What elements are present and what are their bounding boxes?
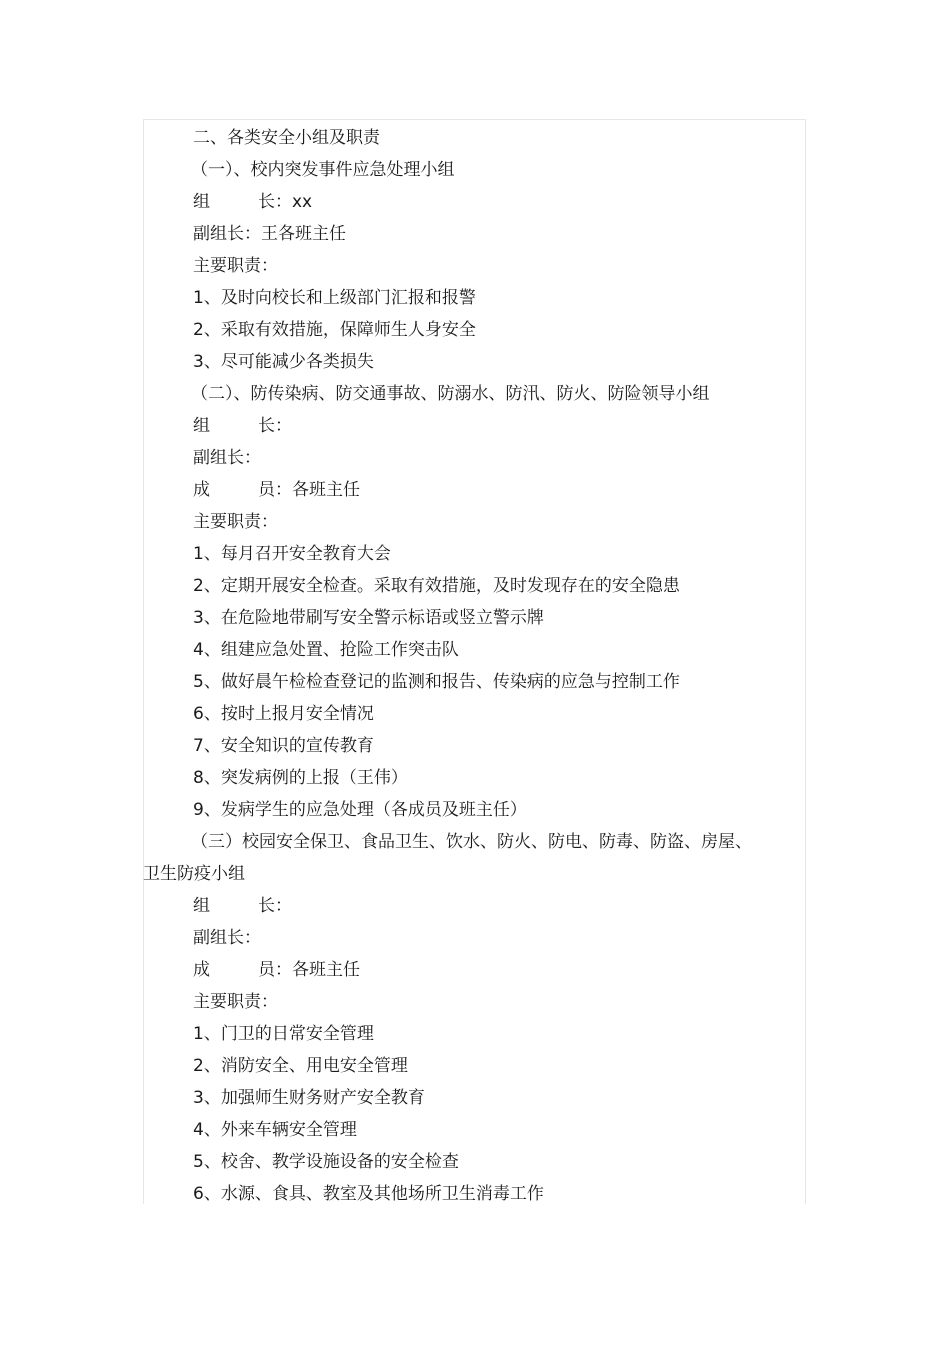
group3-heading-line1: （三）校园安全保卫、食品卫生、饮水、防火、防电、防毒、防盗、房屋、 <box>191 832 752 852</box>
group2-duty-item: 4、组建应急处置、抢险工作突击队 <box>193 640 459 660</box>
leader-label-a: 组 <box>193 896 210 916</box>
leader-value: xx <box>292 192 313 212</box>
group3-leader <box>143 890 803 922</box>
group1-duties-label: 主要职责： <box>193 256 278 276</box>
group2-duty-item: 5、做好晨午检检查登记的监测和报告、传染病的应急与控制工作 <box>193 672 680 692</box>
document-body <box>143 122 803 1210</box>
group3-duty-item: 2、消防安全、用电安全管理 <box>193 1056 408 1076</box>
leader-label-a: 组 <box>193 416 210 436</box>
leader-label-b: 长： <box>258 416 292 436</box>
group3-members <box>143 954 803 986</box>
group3-duty-item: 1、门卫的日常安全管理 <box>193 1024 374 1044</box>
leader-label-b: 长： <box>258 192 292 212</box>
member-label-b: 员：各班主任 <box>258 480 360 500</box>
member-label-a: 成 <box>193 480 210 500</box>
section-title: 二、各类安全小组及职责 <box>193 128 380 148</box>
leader-label-b: 长： <box>258 896 292 916</box>
group2-duty-item: 7、安全知识的宣传教育 <box>193 736 374 756</box>
group2-duty-item: 6、按时上报月安全情况 <box>193 704 374 724</box>
group2-duty-item: 9、发病学生的应急处理（各成员及班主任） <box>193 800 527 820</box>
group3-duty-item: 3、加强师生财务财产安全教育 <box>193 1088 425 1108</box>
group1-heading: （一）、校内突发事件应急处理小组 <box>191 160 455 180</box>
group3-duty-item: 6、水源、食具、教室及其他场所卫生消毒工作 <box>193 1184 544 1204</box>
group3-heading-line2: 卫生防疫小组 <box>143 864 245 884</box>
group2-heading: （二）、防传染病、防交通事故、防溺水、防汛、防火、防险领导小组 <box>191 384 710 404</box>
group2-duty-item: 8、突发病例的上报（王伟） <box>193 768 408 788</box>
group3-duty-item: 5、校舍、教学设施设备的安全检查 <box>193 1152 459 1172</box>
group1-deputy: 副组长：王各班主任 <box>193 224 346 244</box>
group2-duty-item: 3、在危险地带刷写安全警示标语或竖立警示牌 <box>193 608 544 628</box>
member-label-b: 员：各班主任 <box>258 960 360 980</box>
group1-duty-item: 1、及时向校长和上级部门汇报和报警 <box>193 288 476 308</box>
group2-leader <box>143 410 803 442</box>
leader-label-a: 组 <box>193 192 210 212</box>
group3-deputy: 副组长： <box>193 928 261 948</box>
group3-duties-label: 主要职责： <box>193 992 278 1012</box>
group1-leader <box>143 186 803 218</box>
group2-members <box>143 474 803 506</box>
group2-duty-item: 1、每月召开安全教育大会 <box>193 544 391 564</box>
group3-duty-item: 4、外来车辆安全管理 <box>193 1120 357 1140</box>
group1-duty-item: 2、采取有效措施，保障师生人身安全 <box>193 320 476 340</box>
group2-duty-item: 2、定期开展安全检查。采取有效措施，及时发现存在的安全隐患 <box>193 576 680 596</box>
member-label-a: 成 <box>193 960 210 980</box>
group2-duties-label: 主要职责： <box>193 512 278 532</box>
group1-duty-item: 3、尽可能减少各类损失 <box>193 352 374 372</box>
group2-deputy: 副组长： <box>193 448 261 468</box>
